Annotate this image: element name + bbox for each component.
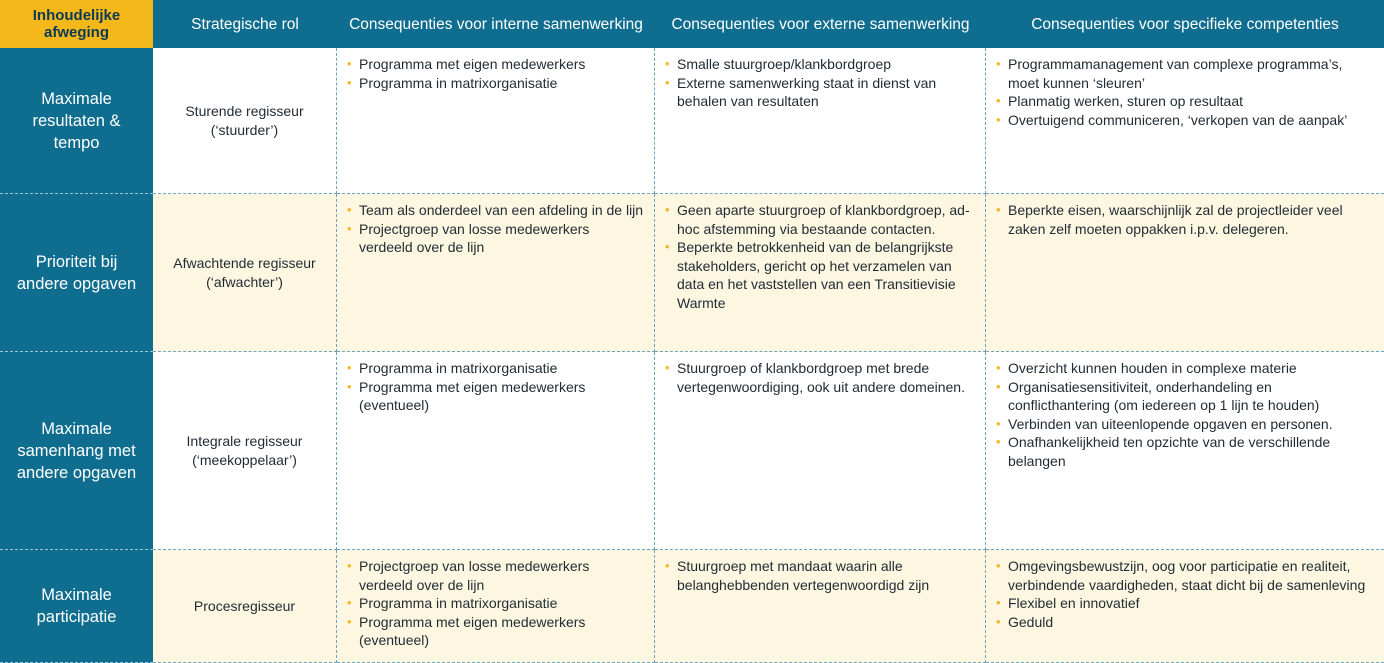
bullet-list [665, 55, 975, 111]
extern-cell [655, 194, 986, 352]
bullet-item: • Team als onderdeel van een afdeling in de lijn [347, 201, 644, 220]
bullet-item: • Planmatig werken, sturen op resultaat [996, 92, 1374, 111]
header-specifieke-competenties: Consequenties voor specifieke competenties [986, 0, 1384, 48]
bullet-list [665, 201, 975, 312]
intern-cell [337, 352, 655, 550]
bullet-item: • Beperkte eisen, waarschijnlijk zal de projectleider veel zaken zelf moeten oppakken i.p.v. delegeren. [996, 201, 1374, 238]
row-role: Procesregisseur [153, 550, 337, 663]
bullet-list [996, 201, 1374, 238]
extern-cell [655, 550, 986, 663]
bullet-item: • Programma in matrixorganisatie [347, 594, 644, 613]
bullet-list [996, 55, 1374, 129]
intern-cell [337, 550, 655, 663]
bullet-item: • Geen aparte stuurgroep of klankbordgroep, ad-hoc afstemming via bestaande contacten. [665, 201, 975, 238]
bullet-item: • Organisatiesensitiviteit, onderhandeling en conflicthantering (om iedereen op 1 lijn te houden) [996, 378, 1374, 415]
row-role: Sturende regisseur (‘stuurder’) [153, 48, 337, 194]
bullet-item: • Overtuigend communiceren, ‘verkopen van de aanpak’ [996, 111, 1374, 130]
bullet-list [347, 557, 644, 650]
bullet-list [665, 359, 975, 396]
competenties-cell [986, 352, 1384, 550]
bullet-list [996, 359, 1374, 470]
bullet-list [665, 557, 975, 594]
bullet-item: • Projectgroep van losse medewerkers verdeeld over de lijn [347, 220, 644, 257]
competenties-cell [986, 194, 1384, 352]
bullet-item: • Overzicht kunnen houden in complexe materie [996, 359, 1374, 378]
bullet-item: • Programmamanagement van complexe programma’s, moet kunnen ‘sleuren’ [996, 55, 1374, 92]
bullet-item: • Stuurgroep met mandaat waarin alle belanghebbenden vertegenwoordigd zijn [665, 557, 975, 594]
bullet-item: • Programma in matrixorganisatie [347, 359, 644, 378]
bullet-item: • Verbinden van uiteenlopende opgaven en personen. [996, 415, 1374, 434]
row-label: Prioriteit bij andere opgaven [0, 194, 153, 352]
header-inhoudelijke-afweging: Inhoudelijke afweging [0, 0, 153, 48]
header-externe-samenwerking: Consequenties voor externe samenwerking [655, 0, 986, 48]
bullet-item: • Programma in matrixorganisatie [347, 74, 644, 93]
bullet-list [347, 201, 644, 257]
header-strategische-rol: Strategische rol [153, 0, 337, 48]
competenties-cell [986, 550, 1384, 663]
bullet-item: • Geduld [996, 613, 1374, 632]
row-label: Maximale resultaten & tempo [0, 48, 153, 194]
extern-cell [655, 48, 986, 194]
bullet-item: • Onafhankelijkheid ten opzichte van de verschillende belangen [996, 433, 1374, 470]
competenties-cell [986, 48, 1384, 194]
bullet-item: • Flexibel en innovatief [996, 594, 1374, 613]
bullet-list [996, 557, 1374, 631]
bullet-item: • Stuurgroep of klankbordgroep met brede vertegenwoordiging, ook uit andere domeinen. [665, 359, 975, 396]
bullet-item: • Externe samenwerking staat in dienst van behalen van resultaten [665, 74, 975, 111]
bullet-list [347, 359, 644, 415]
bullet-item: • Projectgroep van losse medewerkers verdeeld over de lijn [347, 557, 644, 594]
row-label: Maximale samenhang met andere opgaven [0, 352, 153, 550]
intern-cell [337, 194, 655, 352]
bullet-item: • Smalle stuurgroep/klankbordgroep [665, 55, 975, 74]
bullet-item: • Programma met eigen medewerkers (eventueel) [347, 378, 644, 415]
intern-cell [337, 48, 655, 194]
bullet-item: • Omgevingsbewustzijn, oog voor participatie en realiteit, verbindende vaardigheden, staat dicht bij de samenleving [996, 557, 1374, 594]
bullet-item: • Beperkte betrokkenheid van de belangrijkste stakeholders, gericht op het verzamelen van data en het vaststellen van een Transitievisie Warmte [665, 238, 975, 312]
row-label: Maximale participatie [0, 550, 153, 663]
bullet-list [347, 55, 644, 92]
row-role: Integrale regisseur (‘meekoppelaar’) [153, 352, 337, 550]
extern-cell [655, 352, 986, 550]
header-interne-samenwerking: Consequenties voor interne samenwerking [337, 0, 655, 48]
bullet-item: • Programma met eigen medewerkers (eventueel) [347, 613, 644, 650]
bullet-item: • Programma met eigen medewerkers [347, 55, 644, 74]
row-role: Afwachtende regisseur (‘afwachter’) [153, 194, 337, 352]
